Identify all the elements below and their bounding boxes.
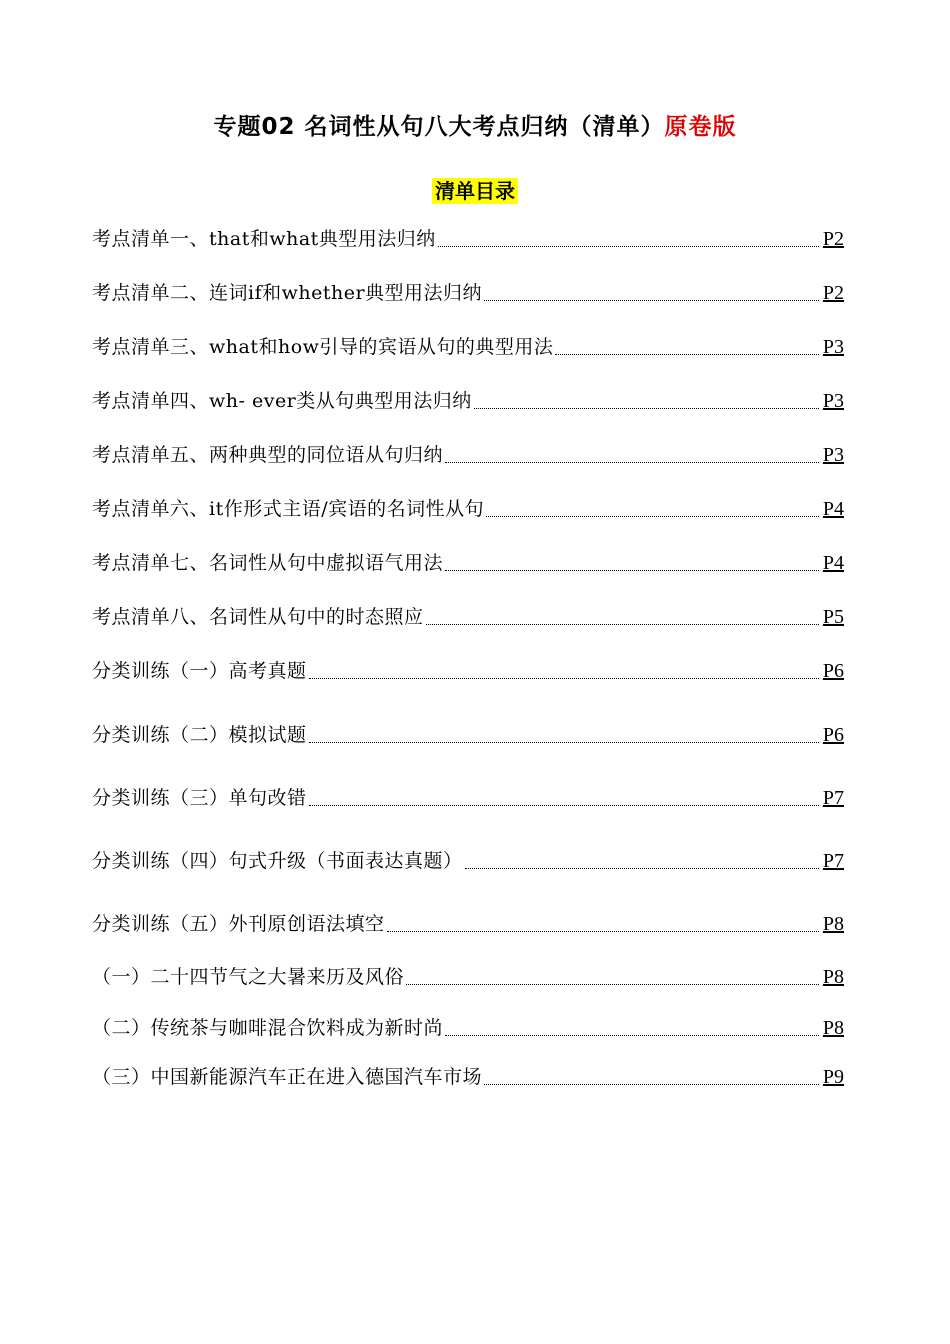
- toc-entry-label: （三）中国新能源汽车正在进入德国汽车市场: [92, 1066, 483, 1088]
- toc-entry-label: 考点清单二、连词if和whether典型用法归纳: [92, 282, 483, 304]
- toc-entry-label: 考点清单三、what和how引导的宾语从句的典型用法: [92, 336, 554, 358]
- toc-page-number[interactable]: P2: [822, 282, 844, 304]
- toc-page-number[interactable]: P5: [822, 606, 844, 628]
- toc-entry-label: 分类训练（三）单句改错: [92, 787, 307, 809]
- toc-entry-label: 分类训练（五）外刊原创语法填空: [92, 913, 385, 935]
- dot-leader: [309, 805, 819, 806]
- toc-entry-label: 分类训练（一）高考真题: [92, 660, 307, 682]
- title-tag: 原卷版: [664, 114, 737, 140]
- dot-leader: [445, 1035, 819, 1036]
- toc-entry-label: 考点清单六、it作形式主语/宾语的名词性从句: [92, 498, 485, 520]
- toc-entry-label: 考点清单一、that和what典型用法归纳: [92, 228, 436, 250]
- toc-page-number[interactable]: P8: [822, 913, 844, 935]
- toc-entry-label: 分类训练（四）句式升级（书面表达真题）: [92, 850, 463, 872]
- dot-leader: [474, 408, 819, 409]
- toc-page-number[interactable]: P3: [822, 444, 844, 466]
- toc-page-number[interactable]: P6: [822, 660, 844, 682]
- toc-page-number[interactable]: P9: [822, 1066, 844, 1088]
- toc-page-number[interactable]: P2: [822, 228, 844, 250]
- toc-entry-3[interactable]: [92, 334, 844, 360]
- toc-entry-11[interactable]: [92, 785, 844, 811]
- dot-leader: [438, 246, 819, 247]
- document-title: [0, 108, 950, 141]
- toc-page-number[interactable]: P4: [822, 552, 844, 574]
- toc-entry-4[interactable]: [92, 388, 844, 414]
- dot-leader: [406, 984, 819, 985]
- toc-entry-7[interactable]: [92, 550, 844, 576]
- toc-heading: [0, 175, 950, 204]
- dot-leader: [486, 516, 819, 517]
- toc-entry-15[interactable]: [92, 1015, 844, 1041]
- dot-leader: [555, 354, 818, 355]
- dot-leader: [484, 1084, 819, 1085]
- toc-entry-1[interactable]: [92, 226, 844, 252]
- toc-heading-label: 清单目录: [432, 178, 518, 204]
- toc-entry-label: 分类训练（二）模拟试题: [92, 724, 307, 746]
- dot-leader: [445, 570, 819, 571]
- toc-entry-label: 考点清单五、两种典型的同位语从句归纳: [92, 444, 444, 466]
- dot-leader: [465, 868, 819, 869]
- toc-entry-2[interactable]: [92, 280, 844, 306]
- dot-leader: [426, 624, 819, 625]
- toc-entry-label: 考点清单八、名词性从句中的时态照应: [92, 606, 424, 628]
- dot-leader: [484, 300, 819, 301]
- toc-page-number[interactable]: P6: [822, 724, 844, 746]
- toc-page-number[interactable]: P8: [822, 966, 844, 988]
- toc-entry-label: 考点清单七、名词性从句中虚拟语气用法: [92, 552, 444, 574]
- toc-page-number[interactable]: P8: [822, 1017, 844, 1039]
- toc-page-number[interactable]: P7: [822, 787, 844, 809]
- toc-entry-14[interactable]: [92, 964, 844, 990]
- toc-entry-10[interactable]: [92, 722, 844, 748]
- toc-page-number[interactable]: P3: [822, 390, 844, 412]
- toc-entry-label: （一）二十四节气之大暑来历及风俗: [92, 966, 405, 988]
- dot-leader: [309, 678, 819, 679]
- title-main: 专题02 名词性从句八大考点归纳（清单）: [213, 114, 665, 140]
- toc-entry-8[interactable]: [92, 604, 844, 630]
- toc-entry-12[interactable]: [92, 848, 844, 874]
- toc-page-number[interactable]: P4: [822, 498, 844, 520]
- dot-leader: [445, 462, 819, 463]
- toc-entry-9[interactable]: [92, 658, 844, 684]
- toc-page-number[interactable]: P7: [822, 850, 844, 872]
- toc-page-number[interactable]: P3: [822, 336, 844, 358]
- toc-entry-5[interactable]: [92, 442, 844, 468]
- toc-entry-label: 考点清单四、wh- ever类从句典型用法归纳: [92, 390, 472, 412]
- toc-entry-label: （二）传统茶与咖啡混合饮料成为新时尚: [92, 1017, 444, 1039]
- dot-leader: [387, 931, 819, 932]
- toc-entry-6[interactable]: [92, 496, 844, 522]
- toc-entry-16[interactable]: [92, 1064, 844, 1090]
- toc-entry-13[interactable]: [92, 911, 844, 937]
- dot-leader: [309, 742, 819, 743]
